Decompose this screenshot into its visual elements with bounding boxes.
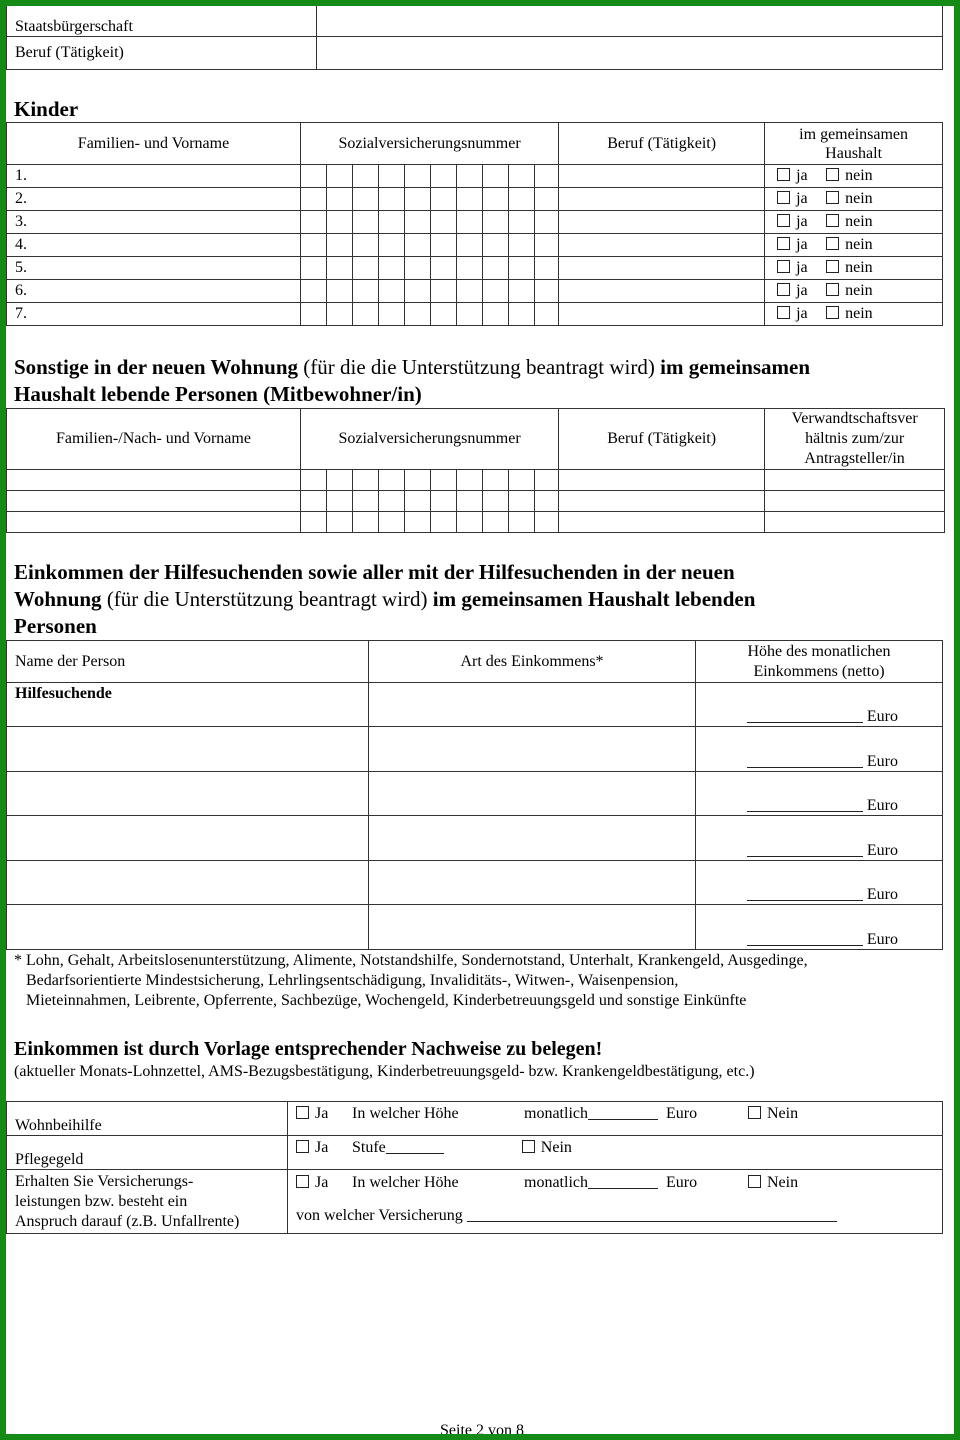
others-col-relation: Verwandtschaftsver hältnis zum/zur Antragsteller/in — [765, 409, 945, 470]
income-currency: Euro — [866, 930, 898, 948]
housing-no-label: Nein — [766, 1105, 799, 1122]
child-no-label: nein — [845, 259, 873, 276]
child-no-label: nein — [845, 282, 873, 299]
children-col-name: Familien- und Vorname — [7, 123, 301, 165]
child-name-cell[interactable]: 7. — [7, 303, 301, 326]
others-heading-bold1: Sonstige in der neuen Wohnung — [14, 355, 298, 379]
income-currency: Euro — [866, 797, 898, 815]
others-col-job: Beruf (Tätigkeit) — [559, 409, 765, 470]
child-name-cell[interactable]: 6. — [7, 280, 301, 303]
income-heading-normal: (für die Unterstützung beantragt wird) — [106, 587, 428, 611]
children-col-household: im gemeinsamen Haushalt — [765, 123, 943, 165]
child-name-cell[interactable]: 2. — [7, 188, 301, 211]
insurance-label: Erhalten Sie Versicherungs- leistungen bzw. besteht ein Anspruch darauf (z.B. Unfallrente) — [7, 1170, 288, 1234]
others-heading-bold2: im gemeinsamen Haushalt lebende Personen (Mitbewohner/in) — [14, 355, 811, 406]
income-col-person: Name der Person — [7, 641, 369, 683]
income-currency: Euro — [866, 841, 898, 859]
proof-note: (aktueller Monats-Lohnzettel, AMS-Bezugsbestätigung, Kinderbetreuungsgeld- bzw. Krankengeldbestätigung, etc.) — [14, 1063, 755, 1080]
proof-heading: Einkommen ist durch Vorlage entsprechender Nachweise zu belegen! — [14, 1038, 603, 1060]
housing-monthly-label: monatlich — [524, 1105, 588, 1122]
insurance-yes-label: Ja — [315, 1174, 329, 1191]
page-number: Seite 2 von 8 — [440, 1422, 524, 1439]
child-yes-label: ja — [796, 259, 808, 276]
care-level-label: Stufe — [352, 1139, 386, 1156]
housing-label: Wohnbeihilfe — [7, 1102, 288, 1136]
insurance-no-label: Nein — [766, 1174, 799, 1191]
income-person-cell[interactable]: Hilfesuchende — [7, 683, 369, 727]
child-yes-label: ja — [796, 236, 808, 253]
citizenship-label: Staatsbürgerschaft — [7, 4, 317, 36]
income-currency: Euro — [866, 708, 898, 725]
child-no-label: nein — [845, 190, 873, 207]
others-col-name: Familien-/Nach- und Vorname — [7, 409, 301, 470]
insurance-which-label: von welcher Versicherung — [296, 1207, 463, 1224]
income-heading-bold1: Einkommen der Hilfesuchenden sowie aller mit der Hilfesuchenden in der neuen Wohnung — [14, 560, 735, 611]
occupation-label: Beruf (Tätigkeit) — [7, 36, 317, 69]
child-name-cell[interactable]: 1. — [7, 165, 301, 188]
income-currency: Euro — [866, 886, 898, 904]
housing-currency: Euro — [665, 1105, 698, 1122]
child-yes-label: ja — [796, 282, 808, 299]
income-col-amount: Höhe des monatlichen Einkommens (netto) — [696, 641, 943, 683]
care-label: Pflegegeld — [7, 1136, 288, 1170]
children-col-job: Beruf (Tätigkeit) — [559, 123, 765, 165]
children-heading: Kinder — [14, 97, 79, 121]
child-no-label: nein — [845, 213, 873, 230]
child-yes-label: ja — [796, 167, 808, 184]
income-currency: Euro — [866, 752, 898, 770]
others-col-ssn: Sozialversicherungsnummer — [301, 409, 559, 470]
child-name-cell[interactable]: 5. — [7, 257, 301, 280]
insurance-monthly-label: monatlich — [524, 1174, 588, 1191]
child-yes-label: ja — [796, 213, 808, 230]
income-heading-bold2: im gemeinsamen Haushalt lebenden Personen — [14, 587, 756, 638]
income-col-type: Art des Einkommens* — [369, 641, 696, 683]
child-yes-label: ja — [796, 190, 808, 207]
child-no-label: nein — [845, 167, 873, 184]
child-no-label: nein — [845, 305, 873, 322]
income-footnote: * Lohn, Gehalt, Arbeitslosenunterstützung, Alimente, Notstandshilfe, Sondernotstand, Unterhalt, Krankengeld, Ausgedinge, Bedarfsorientierte Mindestsicherung, Lehrlingsentschädigung, Invaliditäts-, Witwen-, Waisenpension, Mieteinnahmen, Leibrente, Opferrente, Sachbezüge, Wochengeld, Kinderbetreuungsgeld und sonstige Einkünfte — [14, 952, 808, 1009]
care-yes-label: Ja — [315, 1139, 329, 1156]
care-no-label: Nein — [540, 1139, 572, 1156]
children-col-ssn: Sozialversicherungsnummer — [301, 123, 559, 165]
child-yes-label: ja — [796, 305, 808, 322]
child-name-cell[interactable]: 3. — [7, 211, 301, 234]
insurance-amount-label: In welcher Höhe — [352, 1174, 459, 1191]
child-name-cell[interactable]: 4. — [7, 234, 301, 257]
insurance-currency: Euro — [665, 1174, 698, 1191]
child-no-label: nein — [845, 236, 873, 253]
housing-amount-label: In welcher Höhe — [352, 1105, 459, 1122]
others-heading-normal: (für die die Unterstützung beantragt wird) — [303, 355, 655, 379]
housing-yes-label: Ja — [315, 1105, 329, 1122]
